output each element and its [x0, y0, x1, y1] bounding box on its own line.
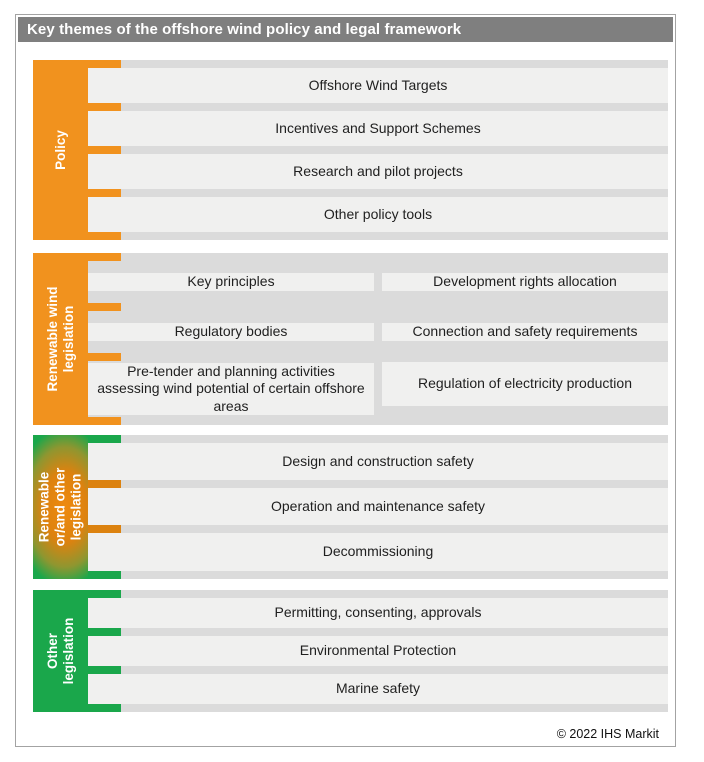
separator-band	[88, 590, 668, 598]
theme-text: Permitting, consenting, approvals	[274, 604, 482, 621]
theme-box-other-policy-tools	[88, 197, 668, 232]
policy-label	[52, 130, 68, 170]
connector-tooth	[88, 189, 121, 197]
separator-band	[88, 303, 668, 311]
theme-text: Development rights allocation	[433, 273, 617, 290]
label-line: Renewable	[36, 471, 52, 543]
theme-box-operation-maintenance-safety	[88, 488, 668, 525]
connector-tooth	[88, 353, 121, 361]
separator-band	[88, 435, 668, 443]
renewable-wind-legislation-label	[44, 286, 76, 391]
connector-tooth	[88, 628, 121, 636]
theme-box-offshore-wind-targets	[88, 68, 668, 103]
connector-tooth	[88, 590, 121, 598]
connector-tooth	[88, 253, 121, 261]
separator-band	[88, 704, 668, 712]
separator-band	[88, 232, 668, 240]
policy-sidebar	[33, 60, 88, 240]
theme-text: Marine safety	[335, 680, 421, 697]
theme-box-decommissioning	[88, 533, 668, 571]
other-legislation-sidebar	[33, 590, 88, 712]
separator-band	[88, 146, 668, 154]
label-line: legislation	[68, 473, 84, 541]
section-policy	[33, 60, 668, 240]
separator-band	[88, 525, 668, 533]
separator-band	[88, 60, 668, 68]
renewable-wind-legislation-sidebar	[33, 253, 88, 425]
connector-tooth	[88, 666, 121, 674]
connector-tooth	[88, 525, 121, 533]
other-legislation-label	[44, 618, 76, 685]
separator-band	[88, 480, 668, 488]
label-line: legislation	[60, 617, 76, 685]
policy-label-line: Policy	[52, 130, 68, 170]
theme-box-design-construction-safety	[88, 443, 668, 480]
theme-text: Decommissioning	[322, 543, 434, 560]
theme-text: Regulatory bodies	[174, 323, 288, 340]
theme-text: Pre-tender and planning activities assessing wind potential of certain offshore areas	[97, 363, 365, 414]
theme-box-research-pilot-projects	[88, 154, 668, 189]
label-line: Other	[44, 632, 60, 670]
theme-row	[88, 261, 668, 303]
theme-text: Operation and maintenance safety	[270, 497, 486, 514]
label-line: Renewable wind	[44, 286, 60, 392]
theme-box-key-principles	[88, 273, 374, 290]
label-line: or/and other	[52, 467, 68, 547]
separator-band	[88, 103, 668, 111]
separator-band	[88, 353, 668, 361]
theme-box-marine-safety	[88, 674, 668, 704]
theme-text: Other policy tools	[323, 205, 433, 222]
separator-band	[88, 417, 668, 425]
theme-box-regulation-electricity-production	[382, 362, 668, 406]
section-other-legislation	[33, 590, 668, 712]
connector-tooth	[88, 232, 121, 240]
policy-rows	[88, 60, 668, 240]
theme-box-pre-tender-planning-activities	[88, 363, 374, 414]
theme-text: Regulation of electricity production	[417, 375, 632, 392]
theme-text: Environmental Protection	[299, 642, 457, 659]
theme-box-permitting-consenting-approvals	[88, 598, 668, 628]
theme-box-incentives-support-schemes	[88, 111, 668, 146]
theme-box-regulatory-bodies	[88, 323, 374, 340]
renewable-wind-legislation-rows	[88, 253, 668, 425]
connector-tooth	[88, 146, 121, 154]
renewable-or-and-other-legislation-sidebar	[33, 435, 88, 579]
theme-text: Connection and safety requirements	[412, 323, 638, 340]
separator-band	[88, 571, 668, 579]
connector-tooth	[88, 60, 121, 68]
connector-tooth	[88, 103, 121, 111]
theme-text: Design and construction safety	[282, 452, 474, 469]
figure-frame	[15, 14, 676, 747]
other-legislation-rows	[88, 590, 668, 712]
theme-box-environmental-protection	[88, 636, 668, 666]
connector-tooth	[88, 571, 121, 579]
renewable-or-and-other-legislation-rows	[88, 435, 668, 579]
separator-band	[88, 666, 668, 674]
separator-band	[88, 628, 668, 636]
section-renewable-or-and-other-legislation	[33, 435, 668, 579]
theme-text: Research and pilot projects	[293, 162, 463, 179]
connector-tooth	[88, 480, 121, 488]
connector-tooth	[88, 417, 121, 425]
label-line: legislation	[60, 305, 76, 373]
separator-band	[88, 189, 668, 197]
theme-box-connection-safety-requirements	[382, 323, 668, 340]
figure-title: Key themes of the offshore wind policy and legal framework	[18, 17, 673, 42]
theme-text: Key principles	[187, 273, 275, 290]
copyright-credit: © 2022 IHS Markit	[556, 727, 659, 741]
renewable-or-and-other-legislation-label	[36, 468, 85, 547]
theme-text: Offshore Wind Targets	[308, 76, 448, 93]
connector-tooth	[88, 303, 121, 311]
connector-tooth	[88, 435, 121, 443]
section-renewable-wind-legislation	[33, 253, 668, 425]
theme-row	[88, 361, 668, 417]
theme-text: Incentives and Support Schemes	[275, 119, 481, 136]
theme-box-development-rights-allocation	[382, 273, 668, 290]
theme-row	[88, 311, 668, 353]
connector-tooth	[88, 704, 121, 712]
separator-band	[88, 253, 668, 261]
